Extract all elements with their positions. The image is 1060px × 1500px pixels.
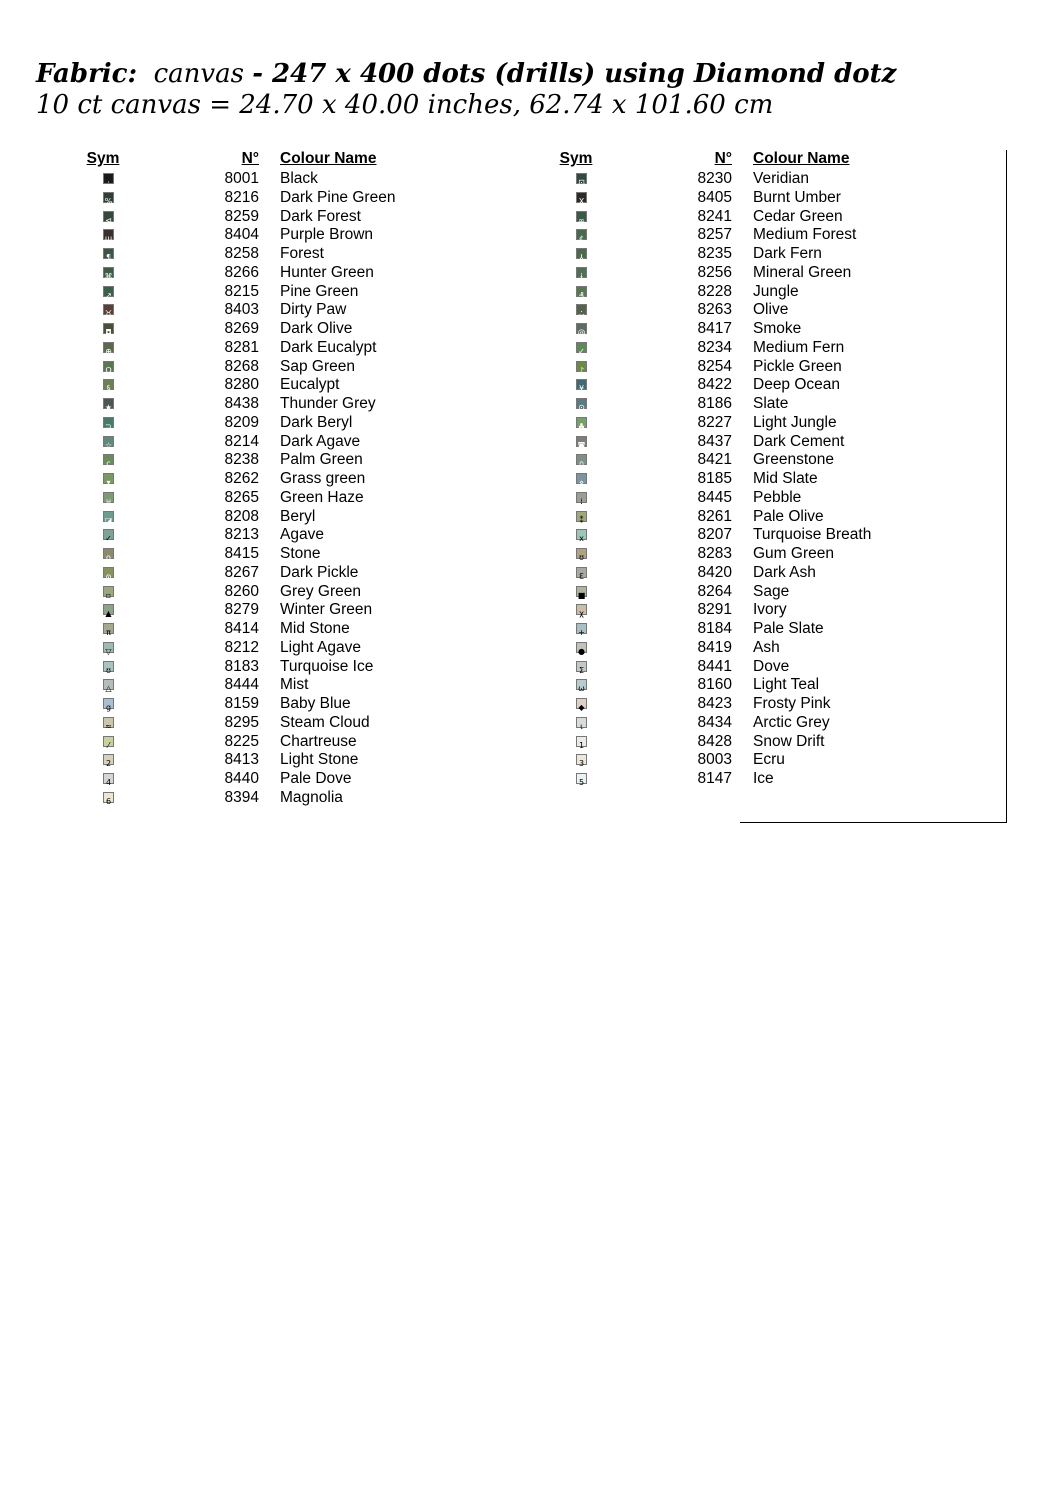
color-number: 8428 (697, 732, 732, 750)
fabric-label: Fabric: (36, 59, 138, 89)
color-number: 8441 (697, 657, 732, 675)
color-swatch-symbol: ∩ (576, 454, 587, 465)
color-swatch-symbol: x (576, 529, 587, 540)
color-number: 8213 (224, 526, 259, 544)
color-number: 8234 (697, 338, 732, 356)
color-number: 8257 (697, 226, 732, 244)
color-number: 8227 (697, 413, 732, 431)
color-number: 8265 (224, 488, 259, 506)
color-number: 8422 (697, 376, 732, 394)
color-swatch-symbol: ◘ (103, 323, 114, 334)
color-number: 8235 (697, 245, 732, 262)
color-name: Agave (280, 526, 324, 544)
color-number: 8260 (224, 582, 259, 600)
color-number: 8444 (224, 676, 259, 694)
color-number: 8241 (697, 207, 732, 225)
legend-frame-right-border (1006, 150, 1007, 823)
color-name: Chartreuse (280, 732, 357, 750)
color-name: Forest (280, 245, 324, 262)
color-number: 8261 (697, 507, 732, 525)
color-name: Slate (753, 395, 789, 412)
color-name: Ivory (753, 601, 787, 619)
color-name: Dark Fern (753, 245, 822, 262)
color-swatch-symbol: ⊡ (576, 173, 587, 184)
color-swatch-symbol: 1 (576, 736, 587, 747)
color-number: 8405 (697, 188, 732, 206)
color-name: Stone (280, 545, 321, 562)
color-number: 8266 (224, 263, 259, 281)
color-name: Ecru (753, 751, 785, 769)
color-number: 8440 (224, 770, 259, 787)
color-swatch-symbol: 6 (103, 792, 114, 803)
color-swatch-symbol: ⊲ (103, 211, 114, 222)
color-swatch-symbol: ♣ (576, 417, 587, 428)
color-number: 8159 (224, 695, 259, 712)
color-number: 8291 (697, 601, 732, 619)
color-name: Mid Stone (280, 620, 350, 637)
color-name: Winter Green (280, 601, 373, 619)
color-name: Steam Cloud (280, 713, 370, 731)
color-name: Light Teal (753, 676, 820, 694)
color-swatch-symbol: c (103, 454, 114, 465)
color-number: 8160 (697, 676, 732, 694)
color-swatch-symbol: ■ (576, 586, 587, 597)
color-name: Cedar Green (753, 207, 843, 225)
color-swatch-symbol: ɩ (576, 717, 587, 728)
color-name: Arctic Grey (753, 713, 830, 731)
color-number: 8262 (224, 470, 259, 487)
color-swatch-symbol: ∞ (576, 211, 587, 222)
color-number: 8259 (224, 207, 259, 225)
color-name: Thunder Grey (280, 395, 376, 412)
color-name: Pickle Green (753, 357, 842, 375)
color-swatch-symbol: Ω (103, 361, 114, 372)
color-swatch-symbol: ✓ (103, 529, 114, 540)
color-number: 8281 (224, 338, 259, 356)
color-name: Hunter Green (280, 263, 374, 281)
color-name: Mid Slate (753, 470, 818, 487)
color-swatch-symbol: ♉ (103, 304, 114, 315)
color-number: 8225 (224, 732, 259, 750)
color-name: Dark Pickle (280, 563, 359, 581)
color-number: 8295 (224, 713, 259, 731)
color-swatch-symbol: Ɛ (576, 567, 587, 578)
color-name: Medium Forest (753, 226, 857, 244)
color-number: 8420 (697, 563, 732, 581)
color-number: 8413 (224, 751, 259, 769)
color-number: 8263 (697, 301, 732, 319)
name-column-header: Colour Name (753, 150, 850, 167)
color-number: 8256 (697, 263, 732, 281)
color-number: 8186 (697, 395, 732, 412)
color-swatch-symbol: ɷ (103, 567, 114, 578)
color-swatch-symbol: 4 (103, 773, 114, 784)
color-name: Dark Ash (753, 563, 816, 581)
color-name: Olive (753, 301, 789, 319)
color-name: Mist (280, 676, 309, 694)
color-name: Black (280, 170, 318, 187)
color-swatch-symbol: ★ (103, 398, 114, 409)
color-number: 8419 (697, 638, 732, 656)
color-number: 8183 (224, 657, 259, 675)
color-name: Dark Beryl (280, 413, 353, 431)
color-name: Sage (753, 582, 790, 600)
color-number: 8423 (697, 695, 732, 712)
color-swatch-symbol: ɨ (576, 267, 587, 278)
color-number: 8238 (224, 451, 259, 469)
color-name: Pebble (753, 488, 802, 506)
color-name: Medium Fern (753, 338, 845, 356)
color-swatch-symbol: ⊕ (103, 342, 114, 353)
color-swatch-symbol: ● (576, 642, 587, 653)
color-name: Pine Green (280, 282, 359, 300)
color-number: 8414 (224, 620, 259, 637)
color-swatch-symbol: ◪ (103, 511, 114, 522)
color-swatch-symbol: ₰ (576, 286, 587, 297)
fabric-type: canvas (153, 59, 244, 89)
color-name: Turquoise Ice (280, 657, 374, 675)
color-number: 8404 (224, 226, 259, 244)
color-number: 8254 (697, 357, 732, 375)
color-name: Light Jungle (753, 413, 837, 431)
color-name: Sap Green (280, 357, 355, 375)
color-name: Dark Agave (280, 432, 361, 450)
color-number: 8185 (697, 470, 732, 487)
color-number: 8283 (697, 545, 732, 562)
color-swatch-symbol: ¢ (576, 229, 587, 240)
color-number: 8268 (224, 357, 259, 375)
color-name: Grey Green (280, 582, 361, 600)
color-number: 8267 (224, 563, 259, 581)
color-swatch-symbol: + (576, 623, 587, 634)
color-swatch-symbol: ≈ (103, 717, 114, 728)
color-swatch-symbol: ⊙ (576, 398, 587, 409)
number-column-header: N° (241, 150, 259, 167)
color-name: Dove (753, 657, 790, 675)
color-number: 8001 (224, 170, 259, 187)
color-number: 8212 (224, 638, 259, 656)
color-number: 8207 (697, 526, 732, 544)
color-name: Dark Cement (753, 432, 845, 450)
color-name: Light Stone (280, 751, 359, 769)
color-name: Gum Green (753, 545, 834, 562)
color-swatch-symbol: % (103, 192, 114, 203)
color-swatch-symbol: ◙ (576, 436, 587, 447)
color-name: Ash (753, 638, 780, 656)
color-name: Dirty Paw (280, 301, 347, 319)
color-number: 8228 (697, 282, 732, 300)
color-number: 8230 (697, 170, 732, 187)
color-swatch-symbol: ▲ (103, 604, 114, 615)
color-swatch-symbol: ¥ (576, 379, 587, 390)
color-name: Veridian (753, 170, 810, 187)
color-name: Mineral Green (753, 263, 852, 281)
color-number: 8184 (697, 620, 732, 637)
color-name: Dark Forest (280, 207, 361, 225)
color-swatch-symbol: χ (576, 604, 587, 615)
color-number: 8147 (697, 770, 732, 787)
color-number: 8208 (224, 507, 259, 525)
color-name: Palm Green (280, 451, 363, 469)
color-swatch-symbol: ♪ (576, 361, 587, 372)
color-swatch-symbol: π (103, 623, 114, 634)
color-swatch-symbol: ▫ (103, 586, 114, 597)
color-number: 8216 (224, 188, 259, 206)
color-number: 8264 (697, 582, 732, 600)
color-swatch-symbol: ⊎ (103, 492, 114, 503)
color-number: 8279 (224, 601, 259, 619)
color-swatch-symbol: Σ (576, 661, 587, 672)
color-swatch-symbol: @ (576, 323, 587, 334)
color-number: 8445 (697, 488, 732, 506)
color-swatch-symbol: ◆ (576, 698, 587, 709)
color-number: 8403 (224, 301, 259, 319)
color-swatch-symbol: ▾ (103, 473, 114, 484)
color-number: 8003 (697, 751, 732, 769)
color-swatch-symbol: ⊃ (103, 417, 114, 428)
color-swatch-symbol: · (103, 173, 114, 184)
color-number: 8269 (224, 320, 259, 337)
color-swatch-symbol: ʊ (576, 548, 587, 559)
color-name: Greenstone (753, 451, 834, 469)
color-swatch-symbol: ⁞ (576, 492, 587, 503)
color-swatch-symbol: 2 (103, 754, 114, 765)
color-name: Baby Blue (280, 695, 351, 712)
color-number: 8215 (224, 282, 259, 300)
color-number: 8214 (224, 432, 259, 450)
number-column-header: N° (714, 150, 732, 167)
color-number: 8280 (224, 376, 259, 394)
fabric-detail: - 247 x 400 dots (drills) using Diamond dotz (252, 59, 897, 89)
color-swatch-symbol: ⁑ (576, 511, 587, 522)
color-name: Grass green (280, 470, 366, 487)
color-swatch-symbol: 3 (576, 754, 587, 765)
color-swatch-symbol: ▽ (103, 642, 114, 653)
color-swatch-symbol: ⋄ (576, 473, 587, 484)
color-swatch-symbol: ш (103, 229, 114, 240)
canvas-size-line: 10 ct canvas = 24.70 x 40.00 inches, 62.74 x 101.60 cm (36, 90, 774, 120)
color-name: Pale Olive (753, 507, 824, 525)
color-name: Jungle (753, 282, 799, 300)
color-name: Light Agave (280, 638, 362, 656)
color-name: Smoke (753, 320, 802, 337)
color-number: 8258 (224, 245, 259, 262)
color-swatch-symbol: 5 (576, 773, 587, 784)
color-name: Green Haze (280, 488, 364, 506)
color-name: Magnolia (280, 788, 343, 806)
color-number: 8438 (224, 395, 259, 412)
color-name: Dark Eucalypt (280, 338, 377, 356)
color-name: Dark Pine Green (280, 188, 396, 206)
sym-column-header: Sym (559, 150, 593, 167)
color-swatch-symbol: ↗ (103, 286, 114, 297)
color-swatch-symbol: △ (103, 679, 114, 690)
color-number: 8437 (697, 432, 732, 450)
color-swatch-symbol: ʊ (103, 661, 114, 672)
color-number: 8209 (224, 413, 259, 431)
color-swatch-symbol: ⌘ (103, 267, 114, 278)
color-swatch-symbol: X (576, 192, 587, 203)
fabric-line (36, 58, 896, 90)
color-swatch-symbol: ⅄ (576, 248, 587, 259)
color-number: 8394 (224, 788, 259, 806)
color-swatch-symbol: g (103, 698, 114, 709)
color-swatch-symbol: ω (576, 679, 587, 690)
color-name: Purple Brown (280, 226, 374, 244)
color-name: Dark Olive (280, 320, 353, 337)
color-name: Ice (753, 770, 774, 787)
color-number: 8415 (224, 545, 259, 562)
name-column-header: Colour Name (280, 150, 377, 167)
color-number: 8417 (697, 320, 732, 337)
color-name: Pale Dove (280, 770, 352, 787)
sym-column-header: Sym (86, 150, 120, 167)
color-name: Snow Drift (753, 732, 825, 750)
color-swatch-symbol: ✓ (576, 342, 587, 353)
color-name: Deep Ocean (753, 376, 841, 394)
color-number: 8421 (697, 451, 732, 469)
color-name: Beryl (280, 507, 316, 525)
fabric-header (36, 58, 896, 120)
color-swatch-symbol: § (103, 379, 114, 390)
color-number: 8434 (697, 713, 732, 731)
color-swatch-symbol: ⁄ (103, 736, 114, 747)
color-swatch-symbol: ☆ (103, 436, 114, 447)
color-swatch-symbol: ¶ (103, 248, 114, 259)
color-name: Frosty Pink (753, 695, 831, 712)
color-name: Turquoise Breath (753, 526, 872, 544)
color-name: Eucalypt (280, 376, 340, 394)
legend-frame-bottom-border (740, 822, 1007, 823)
color-name: Pale Slate (753, 620, 824, 637)
color-swatch-symbol: ∴ (576, 304, 587, 315)
color-name: Burnt Umber (753, 188, 841, 206)
color-swatch-symbol: o (103, 548, 114, 559)
